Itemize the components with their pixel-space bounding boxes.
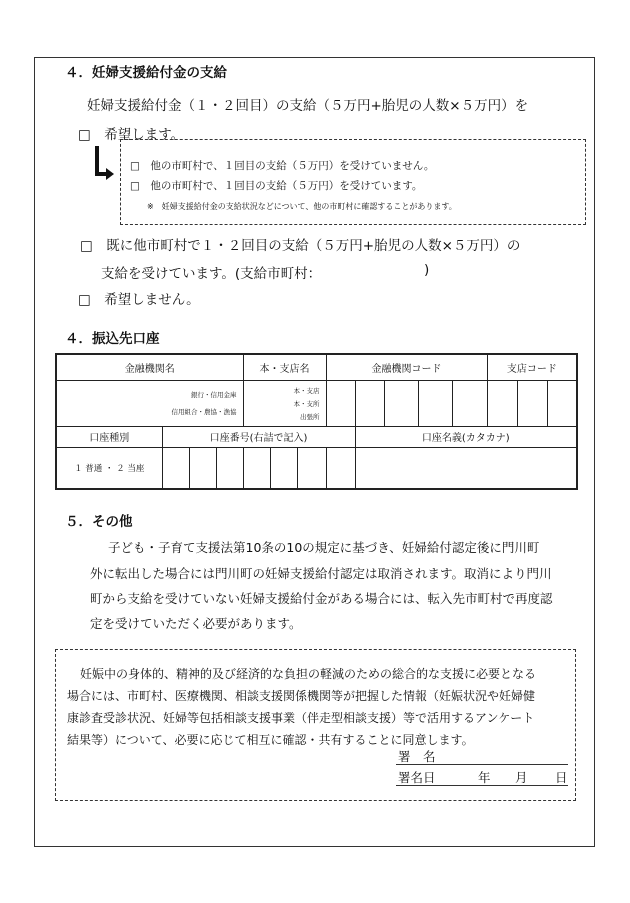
bank-code-digit[interactable] <box>355 380 384 426</box>
bank-account-table <box>55 353 578 490</box>
bank-heading: ４．振込先口座 <box>65 331 160 347</box>
other-para-line3: 町から支給を受けていない妊婦支援給付金がある場合には、転入先市町村で再度認 <box>90 591 553 606</box>
account-number-digit[interactable] <box>326 447 355 489</box>
bank-type-1: 銀行・信用金庫 <box>191 391 237 399</box>
col-branch-name: 本・支店名 <box>243 354 326 380</box>
sign-date-label: 署名日 <box>398 770 436 785</box>
sign-date-month: 月 <box>515 770 528 785</box>
bank-code-digit[interactable] <box>452 380 487 426</box>
other-para-line2: 外に転出した場合には門川町の妊婦支援給付認定は取消されます。取消により門川 <box>90 566 552 581</box>
already-received-close: ) <box>424 262 430 278</box>
option-no-hope[interactable]: □ 希望しません。 <box>78 292 200 308</box>
bank-type-2: 信用組合・農協・漁協 <box>171 408 237 416</box>
other-para-line4: 定を受けていただく必要があります。 <box>90 616 302 631</box>
other-para-line1: 子ども・子育て支援法第10条の10の規定に基づき、妊婦給付認定後に門川町 <box>108 540 540 555</box>
account-number-digit[interactable] <box>243 447 270 489</box>
account-type-value[interactable]: １ 普通 ・ ２ 当座 <box>56 447 162 489</box>
other-heading: ５．その他 <box>65 514 133 530</box>
col-branch-code: 支店コード <box>487 354 577 380</box>
option-hope[interactable]: □ 希望します。 <box>78 127 185 143</box>
sub-option-not-received[interactable]: □ 他の市町村で、１回目の支給（５万円）を受けていません。 <box>130 160 435 172</box>
consent-line4: 結果等）について、必要に応じて相互に確認・共有することに同意します。 <box>67 733 474 747</box>
benefit-intro: 妊婦支援給付金（１・２回目）の支給（５万円+胎児の人数×５万円）を <box>87 98 529 114</box>
col-bank-code: 金融機関コード <box>326 354 487 380</box>
signature-label: 署 名 <box>398 749 436 764</box>
arrow-down-right-icon <box>93 144 115 184</box>
option-already-received[interactable]: □ 既に他市町村で１・２回目の支給（５万円+胎児の人数×５万円）の <box>80 238 521 254</box>
branch-name-cell[interactable] <box>243 380 326 426</box>
branch-code-digit[interactable] <box>547 380 577 426</box>
branch-code-digit[interactable] <box>517 380 547 426</box>
branch-type-2: 本・支所 <box>293 399 320 408</box>
account-number-digit[interactable] <box>216 447 243 489</box>
benefit-note: ※ 妊婦支援給付金の支給状況などについて、他の市町村に確認することがあります。 <box>147 202 457 211</box>
branch-type-1: 本・支店 <box>293 386 320 395</box>
account-number-digit[interactable] <box>189 447 216 489</box>
bank-code-digit[interactable] <box>418 380 452 426</box>
consent-line3: 康診査受診状況、妊婦等包括相談支援事業（伴走型相談支援）等で活用するアンケート <box>67 711 535 725</box>
col-bank-name: 金融機関名 <box>56 354 243 380</box>
bank-code-digit[interactable] <box>326 380 355 426</box>
col-account-holder: 口座名義(カタカナ) <box>355 426 577 447</box>
account-number-digit[interactable] <box>270 447 297 489</box>
consent-line1: 妊娠中の身体的、精神的及び経済的な負担の軽減のための総合的な支援に必要となる <box>80 667 537 681</box>
benefit-heading: ４．妊婦支援給付金の支給 <box>65 65 227 81</box>
bank-code-digit[interactable] <box>384 380 418 426</box>
signature-line[interactable] <box>396 764 568 765</box>
already-received-line2: 支給を受けています。(支給市町村： <box>101 266 322 282</box>
col-account-number: 口座番号(右詰で記入) <box>162 426 355 447</box>
branch-code-digit[interactable] <box>487 380 517 426</box>
account-number-digit[interactable] <box>297 447 326 489</box>
sign-date-line[interactable] <box>396 785 568 786</box>
consent-line2: 場合には、市町村、医療機関、相談支援関係機関等が把握した情報（妊娠状況や妊婦健 <box>67 689 536 703</box>
bank-name-cell[interactable] <box>56 380 243 426</box>
branch-type-3: 出張所 <box>300 412 320 421</box>
sign-date-year: 年 <box>478 770 491 785</box>
sub-option-received[interactable]: □ 他の市町村で、１回目の支給（５万円）を受けています。 <box>130 180 423 192</box>
account-holder-cell[interactable] <box>355 447 577 489</box>
col-account-type: 口座種別 <box>56 426 162 447</box>
sign-date-day: 日 <box>555 770 568 785</box>
account-number-digit[interactable] <box>162 447 189 489</box>
